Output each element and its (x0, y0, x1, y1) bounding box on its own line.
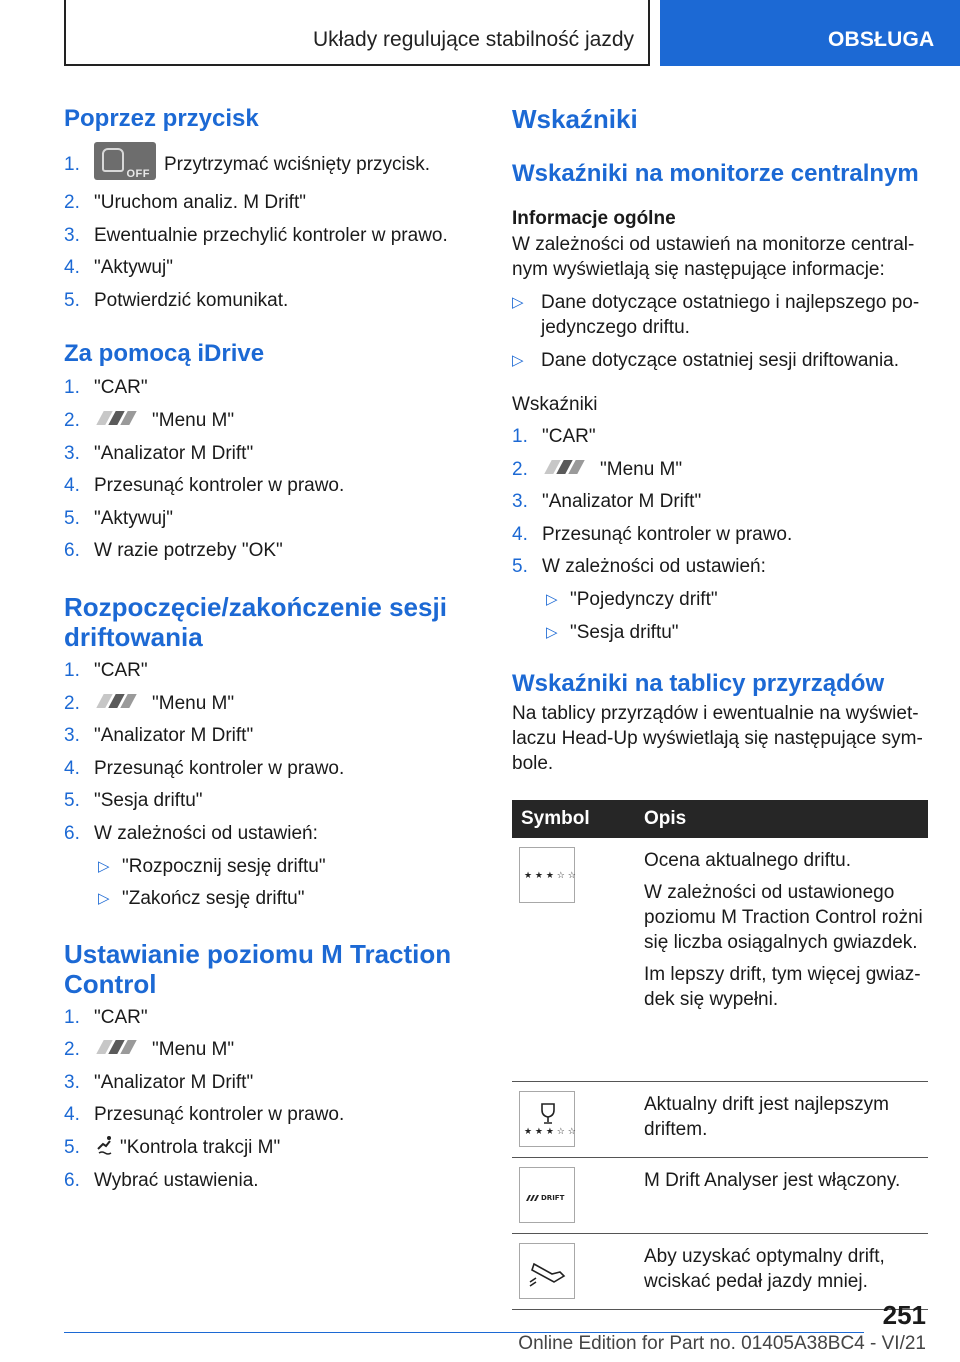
list-item: 2. "Menu M" (64, 692, 235, 714)
list-item: 5. Potwierdzić komunikat. (64, 289, 289, 311)
m-logo-icon (542, 460, 592, 474)
traction-off-button-icon: OFF (94, 142, 156, 180)
m-drift-icon (519, 1167, 575, 1223)
list-item: 1. "CAR" (64, 659, 148, 681)
list-item: 6. W razie potrzeby "OK" (64, 540, 283, 562)
svg-text:DRIFT: DRIFT (541, 1193, 565, 1202)
list-item: 1. "CAR" (64, 1006, 148, 1028)
list-item: 2. "Uruchom analiz. M Drift" (64, 192, 306, 213)
left-column (64, 100, 464, 1197)
star-rating-icon (519, 847, 575, 903)
table-row: DRIFT M Drift Analyser jest włączony. (512, 1157, 928, 1233)
heading-general-info: Informacje ogólne (512, 208, 676, 229)
list-item: 2. "Menu M" (64, 409, 235, 431)
list-item: 4. "Aktywuj" (64, 257, 173, 279)
heading-idrive: Za pomocą iDrive (64, 340, 265, 368)
list-item: 5. "Sesja driftu" (64, 790, 203, 812)
right-column (512, 100, 928, 776)
steps-traction-control (64, 1002, 464, 1198)
list-item: 5. "Aktywuj" (64, 507, 173, 529)
heading-instrument-cluster: Wskaźniki na tablicy przyrządów (512, 670, 885, 698)
page-number: 251 (882, 1300, 926, 1330)
table-row: Aby uzyskać optymalny drift, wciskać pedał jazdy mniej. (512, 1233, 928, 1309)
list-item: 3. "Analizator M Drift" (64, 1071, 254, 1093)
list-item: ▷ Dane dotyczące ostatniej sesji driftowania. (512, 350, 900, 371)
sub-list-item: ▷ "Rozpocznij sesję driftu" (64, 851, 464, 884)
list-item: 5. "Kontrola trakcji M" (64, 1132, 464, 1165)
traction-control-icon (94, 1135, 114, 1157)
sub-list-item: ▷ "Zakończ sesję driftu" (64, 883, 464, 916)
heading-central-monitor: Wskaźniki na monitorze centralnym (512, 160, 919, 187)
triangle-bullet-icon: ▷ (546, 623, 558, 641)
chapter-title: Układy regulujące stabilność jazdy (313, 28, 634, 51)
pedal-icon (519, 1243, 575, 1299)
table-row: ★ ★ ★ ☆ ☆ Ocena aktualnego driftu. W zależności od ustawionego poziomu M Traction Control rożni się liczba osiągalnych gwiazdek. Im lepszy drift, tym więcej gwiazdek się wypełni. (512, 838, 928, 1081)
list-item: ▷ Dane dotyczące ostatniego i najlepszego pojedynczego driftu. (512, 292, 920, 338)
symbol-table (512, 800, 928, 1310)
m-logo-icon (94, 411, 144, 425)
list-item: 3. "Analizator M Drift" (512, 491, 702, 513)
heading-indicators: Wskaźniki (512, 104, 638, 134)
steps-indicators (512, 421, 928, 649)
list-item: 6. W zależności od ustawień: (64, 822, 318, 844)
heading-button: Poprzez przycisk (64, 105, 259, 132)
table-header-row (512, 800, 928, 838)
table-row: ★ ★ ★ ☆ ☆ Aktualny drift jest najlepszym driftem. (512, 1081, 928, 1157)
section-tab (660, 0, 960, 66)
heading-indicators-steps: Wskaźniki (512, 394, 598, 415)
instrument-cluster-text: Na tablicy przyrządów i ewentualnie na wyświetlaczu Head-Up wyświetlają się następujące symbole. (512, 703, 923, 775)
triangle-bullet-icon: ▷ (546, 590, 558, 608)
list-item: 4. Przesunąć kontroler w prawo. (512, 523, 793, 545)
list-item: 4. Przesunąć kontroler w prawo. (64, 475, 345, 497)
list-item: 1. "CAR" (64, 377, 148, 399)
triangle-bullet-icon: ▷ (512, 352, 524, 369)
steps-button (64, 143, 464, 317)
list-item: 3. Ewentualnie przechylić kontroler w prawo. (64, 224, 448, 246)
list-item: 4. Przesunąć kontroler w prawo. (64, 1104, 345, 1126)
sub-list-item: ▷ "Pojedynczy drift" (512, 584, 928, 617)
list-item: 3. "Analizator M Drift" (64, 442, 254, 464)
edition-note: Online Edition for Part no. 01405A38BC4 - VI/21 (518, 1333, 926, 1354)
list-item: 6. Wybrać ustawienia. (64, 1169, 259, 1191)
triangle-bullet-icon: ▷ (98, 857, 110, 875)
chapter-header (64, 0, 650, 66)
list-item: 5. W zależności od ustawień: (512, 556, 766, 578)
heading-traction-control: Ustawianie poziomu M Traction Control (64, 938, 452, 999)
list-item: 2. "Menu M" (64, 1039, 235, 1061)
steps-idrive (64, 372, 464, 568)
list-item: 1. "CAR" (512, 426, 596, 447)
heading-drift-session: Rozpoczęcie/zakończenie sesji driftowania (64, 591, 447, 652)
section-title: OBSŁUGA (828, 28, 935, 51)
list-item: 4. Przesunąć kontroler w prawo. (64, 757, 345, 779)
column-header-description: Opis (634, 800, 928, 838)
trophy-stars-icon (519, 1091, 575, 1147)
m-logo-icon (94, 1040, 144, 1054)
steps-drift-session (64, 655, 464, 916)
m-logo-icon (94, 694, 144, 708)
svg-text:★ ★ ★ ☆ ☆: ★ ★ ★ ☆ ☆ (524, 871, 576, 881)
column-header-symbol: Symbol (512, 800, 634, 838)
triangle-bullet-icon: ▷ (512, 294, 524, 311)
general-info-text: W zależności od ustawień na monitorze centralnym wyświetlają się następujące informacje: (512, 234, 915, 280)
triangle-bullet-icon: ▷ (98, 890, 110, 908)
info-bullets (512, 290, 928, 373)
sub-list-item: ▷ "Sesja driftu" (512, 617, 928, 650)
list-item: 1. OFF Przytrzymać wciśnięty przycisk. (64, 143, 464, 187)
svg-text:★ ★ ★ ☆ ☆: ★ ★ ★ ☆ ☆ (524, 1126, 576, 1137)
list-item: 3. "Analizator M Drift" (64, 725, 254, 747)
list-item: 2. "Menu M" (512, 458, 683, 480)
